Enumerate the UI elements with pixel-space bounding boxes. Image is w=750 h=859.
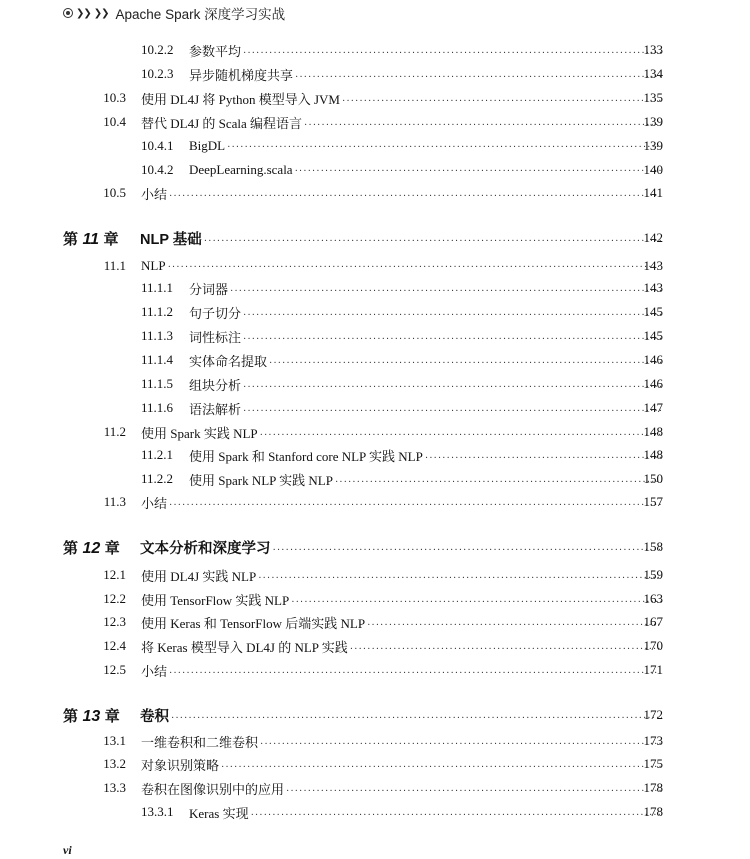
toc-entry[interactable] <box>0 374 750 394</box>
toc-entry[interactable] <box>0 612 750 632</box>
page-ref: 178 <box>643 804 663 819</box>
dot-leader <box>230 286 662 297</box>
toc-title-leader <box>141 732 664 751</box>
page-ref: 146 <box>643 352 663 367</box>
page-ref: 170 <box>643 638 663 653</box>
section-number: 12.4 <box>103 638 126 653</box>
dot-leader <box>269 358 662 369</box>
page-ref: 171 <box>643 662 663 677</box>
section-title[interactable]: Keras 实现 <box>189 805 249 821</box>
section-title[interactable]: 分词器 <box>189 281 229 297</box>
toc-title-leader <box>141 613 664 632</box>
chapter-prefix: 第 <box>63 539 79 557</box>
toc-entry[interactable] <box>0 88 750 108</box>
section-title[interactable]: 将 Keras 模型导入 DL4J 的 NLP 实践 <box>141 639 348 655</box>
page-ref: 134 <box>643 66 663 81</box>
section-number: 10.4.2 <box>141 162 174 177</box>
dot-leader <box>243 382 662 393</box>
section-number: 12.3 <box>103 614 126 629</box>
toc-title-leader <box>189 65 664 84</box>
section-number: 11.1.2 <box>141 304 174 319</box>
page-ref: 175 <box>643 756 663 771</box>
toc-entry[interactable] <box>0 589 750 609</box>
toc-entry[interactable] <box>0 469 750 489</box>
section-number: 11.1.4 <box>141 352 174 367</box>
toc-title-leader <box>189 470 664 489</box>
toc-title-leader <box>189 351 664 370</box>
section-title[interactable]: 小结 <box>141 495 168 511</box>
toc-title-leader <box>189 446 664 465</box>
section-number: 13.2 <box>103 756 126 771</box>
toc-title-leader <box>189 41 664 60</box>
page-ref: 147 <box>643 400 663 415</box>
dot-leader <box>260 739 662 750</box>
dot-leader <box>258 573 662 584</box>
dot-leader <box>227 142 662 153</box>
section-title[interactable]: 一维卷积和二维卷积 <box>141 734 259 750</box>
section-number: 11.2.2 <box>141 471 174 486</box>
dot-leader <box>367 620 662 631</box>
dot-leader <box>169 191 662 202</box>
toc-chapter-entry[interactable] <box>0 228 750 248</box>
dot-leader <box>169 668 662 679</box>
section-number: 10.5 <box>103 185 126 200</box>
page-ref: 159 <box>643 567 663 582</box>
section-number: 13.3 <box>103 780 126 795</box>
section-title[interactable]: NLP <box>141 258 166 273</box>
chapter-prefix: 第 <box>63 707 79 725</box>
page-ref: 139 <box>643 138 663 153</box>
toc-title-leader <box>189 162 664 178</box>
toc-entry[interactable] <box>0 136 750 156</box>
section-number: 11.2.1 <box>141 447 174 462</box>
page-ref: 163 <box>643 591 663 606</box>
page-number: vi <box>63 843 72 857</box>
dot-leader <box>304 120 662 131</box>
toc-title-leader <box>141 258 664 274</box>
section-number: 13.3.1 <box>141 804 174 819</box>
section-number: 10.4 <box>103 114 126 129</box>
dot-leader <box>221 762 662 773</box>
dot-leader <box>168 262 662 273</box>
page-ref: 167 <box>643 614 663 629</box>
section-number: 11.3 <box>103 494 126 509</box>
toc-entry[interactable] <box>0 278 750 298</box>
toc-chapter-entry[interactable] <box>0 537 750 557</box>
section-title[interactable]: 使用 Keras 和 TensorFlow 后端实践 NLP <box>141 615 366 631</box>
dot-leader <box>260 430 662 441</box>
dot-leader <box>295 72 662 83</box>
dot-leader <box>291 597 662 608</box>
page-ref: 150 <box>643 471 663 486</box>
section-number: 10.2.2 <box>141 42 174 57</box>
section-title[interactable]: 使用 Spark NLP 实践 NLP <box>189 472 333 488</box>
toc-title-leader <box>189 399 664 418</box>
page-ref: 146 <box>643 376 663 391</box>
page-ref: 145 <box>643 304 663 319</box>
toc-title-leader <box>141 637 664 656</box>
toc-entry[interactable] <box>0 565 750 585</box>
dot-leader <box>243 48 662 59</box>
toc-title-leader <box>140 537 664 558</box>
toc-entry[interactable] <box>0 326 750 346</box>
chapter-number <box>63 228 119 249</box>
toc-title-leader <box>141 755 664 774</box>
section-number: 13.1 <box>103 733 126 748</box>
toc-entry[interactable] <box>0 183 750 203</box>
section-number: 11.1.1 <box>141 280 174 295</box>
page-ref: 157 <box>643 494 663 509</box>
toc-title-leader <box>189 303 664 322</box>
page-ref: 173 <box>643 733 663 748</box>
page-ref: 139 <box>643 114 663 129</box>
section-number: 12.2 <box>103 591 126 606</box>
section-title[interactable]: DeepLearning.scala <box>189 162 293 177</box>
page-ref: 140 <box>643 162 663 177</box>
dot-leader <box>251 810 662 821</box>
toc-title-leader <box>141 184 664 203</box>
toc-title-leader <box>141 566 664 585</box>
chapter-num: 11 <box>78 230 104 248</box>
running-header <box>63 3 285 23</box>
toc-entry[interactable] <box>0 731 750 751</box>
toc-entry[interactable] <box>0 754 750 774</box>
toc-chapter-entry[interactable] <box>0 705 750 725</box>
dot-leader <box>342 96 662 107</box>
toc-entry[interactable] <box>0 40 750 60</box>
section-number: 12.5 <box>103 662 126 677</box>
section-title[interactable]: 小结 <box>141 186 168 202</box>
toc-entry[interactable] <box>0 445 750 465</box>
section-title[interactable]: 卷积在图像识别中的应用 <box>141 781 285 797</box>
page-ref: 145 <box>643 328 663 343</box>
section-title[interactable]: NLP 基础 <box>140 231 202 248</box>
section-number: 11.1.3 <box>141 328 174 343</box>
toc-title-leader <box>189 327 664 346</box>
toc-entry[interactable] <box>0 64 750 84</box>
section-title[interactable]: 实体命名提取 <box>189 353 268 369</box>
page-ref: 178 <box>643 780 663 795</box>
toc-entry[interactable] <box>0 398 750 418</box>
section-title[interactable]: 对象识别策略 <box>141 757 220 773</box>
section-title[interactable]: 小结 <box>141 663 168 679</box>
chapter-number <box>63 705 120 726</box>
toc-entry[interactable] <box>0 350 750 370</box>
chapter-suffix: 章 <box>104 539 120 557</box>
dot-leader <box>169 500 662 511</box>
toc-entry[interactable] <box>0 422 750 442</box>
section-title[interactable]: 异步随机梯度共享 <box>189 67 294 83</box>
toc-entry[interactable] <box>0 302 750 322</box>
section-title[interactable]: 使用 DL4J 将 Python 模型导入 JVM <box>141 91 340 107</box>
toc-title-leader <box>141 661 664 680</box>
chapter-suffix: 章 <box>103 230 119 248</box>
toc-entry[interactable] <box>0 256 750 276</box>
toc-title-leader <box>141 423 664 442</box>
dot-leader <box>273 545 663 556</box>
section-title[interactable]: 使用 TensorFlow 实践 NLP <box>141 592 290 608</box>
dot-leader <box>350 644 662 655</box>
page-ref: 142 <box>643 230 663 245</box>
toc-entry[interactable] <box>0 636 750 656</box>
toc-title-leader <box>141 779 664 798</box>
section-number: 11.2 <box>103 424 126 439</box>
toc-entry[interactable] <box>0 802 750 822</box>
chapter-num: 13 <box>78 707 105 725</box>
section-title[interactable]: 句子切分 <box>189 305 242 321</box>
page-ref: 158 <box>643 539 663 554</box>
header-ornament-icon: ❯❯ ❯❯ <box>63 8 112 19</box>
section-title[interactable]: 卷积 <box>140 708 169 725</box>
toc-title-leader <box>189 803 664 822</box>
toc-title-leader <box>141 590 664 609</box>
section-number: 11.1.5 <box>141 376 174 391</box>
dot-leader <box>335 477 662 488</box>
dot-leader <box>204 236 662 247</box>
chapter-number <box>63 537 120 558</box>
dot-leader <box>243 406 662 417</box>
page-ref: 135 <box>643 90 663 105</box>
dot-leader <box>243 310 662 321</box>
page-ref: 143 <box>643 258 663 273</box>
section-title[interactable]: 组块分析 <box>189 377 242 393</box>
toc-title-leader <box>140 705 664 726</box>
page-ref: 143 <box>643 280 663 295</box>
section-title[interactable]: 词性标注 <box>189 329 242 345</box>
section-title[interactable]: 使用 DL4J 实践 NLP <box>141 568 257 584</box>
section-title[interactable]: 替代 DL4J 的 Scala 编程语言 <box>141 115 303 131</box>
section-number: 10.3 <box>103 90 126 105</box>
toc-title-leader <box>140 228 664 249</box>
section-title[interactable]: 文本分析和深度学习 <box>140 540 271 557</box>
section-title[interactable]: BigDL <box>189 138 226 153</box>
toc-title-leader <box>189 138 664 154</box>
dot-leader <box>243 334 662 345</box>
section-number: 10.2.3 <box>141 66 174 81</box>
section-title[interactable]: 使用 Spark 实践 NLP <box>141 425 258 441</box>
toc-title-leader <box>141 493 664 512</box>
section-number: 10.4.1 <box>141 138 174 153</box>
toc-entry[interactable] <box>0 660 750 680</box>
dot-leader <box>295 166 662 177</box>
toc-title-leader <box>141 89 664 108</box>
section-title[interactable]: 语法解析 <box>189 401 242 417</box>
chapter-prefix: 第 <box>63 230 79 248</box>
book-title: Apache Spark 深度学习实战 <box>115 7 286 22</box>
dot-leader <box>286 786 662 797</box>
toc-entry[interactable] <box>0 160 750 180</box>
toc-title-leader <box>189 279 664 298</box>
chapter-num: 12 <box>78 539 105 557</box>
section-title[interactable]: 参数平均 <box>189 43 242 59</box>
section-number: 11.1 <box>103 258 126 273</box>
dot-leader <box>171 713 662 724</box>
toc-entry[interactable] <box>0 492 750 512</box>
page-ref: 148 <box>643 424 663 439</box>
page-ref: 141 <box>643 185 663 200</box>
section-title[interactable]: 使用 Spark 和 Stanford core NLP 实践 NLP <box>189 448 423 464</box>
chapter-suffix: 章 <box>104 707 120 725</box>
page-ref: 172 <box>643 707 663 722</box>
toc-title-leader <box>189 375 664 394</box>
page-ref: 133 <box>643 42 663 57</box>
section-number: 11.1.6 <box>141 400 174 415</box>
toc-entry[interactable] <box>0 778 750 798</box>
dot-leader <box>425 453 662 464</box>
section-number: 12.1 <box>103 567 126 582</box>
page-ref: 148 <box>643 447 663 462</box>
toc-title-leader <box>141 113 664 132</box>
toc-entry[interactable] <box>0 112 750 132</box>
